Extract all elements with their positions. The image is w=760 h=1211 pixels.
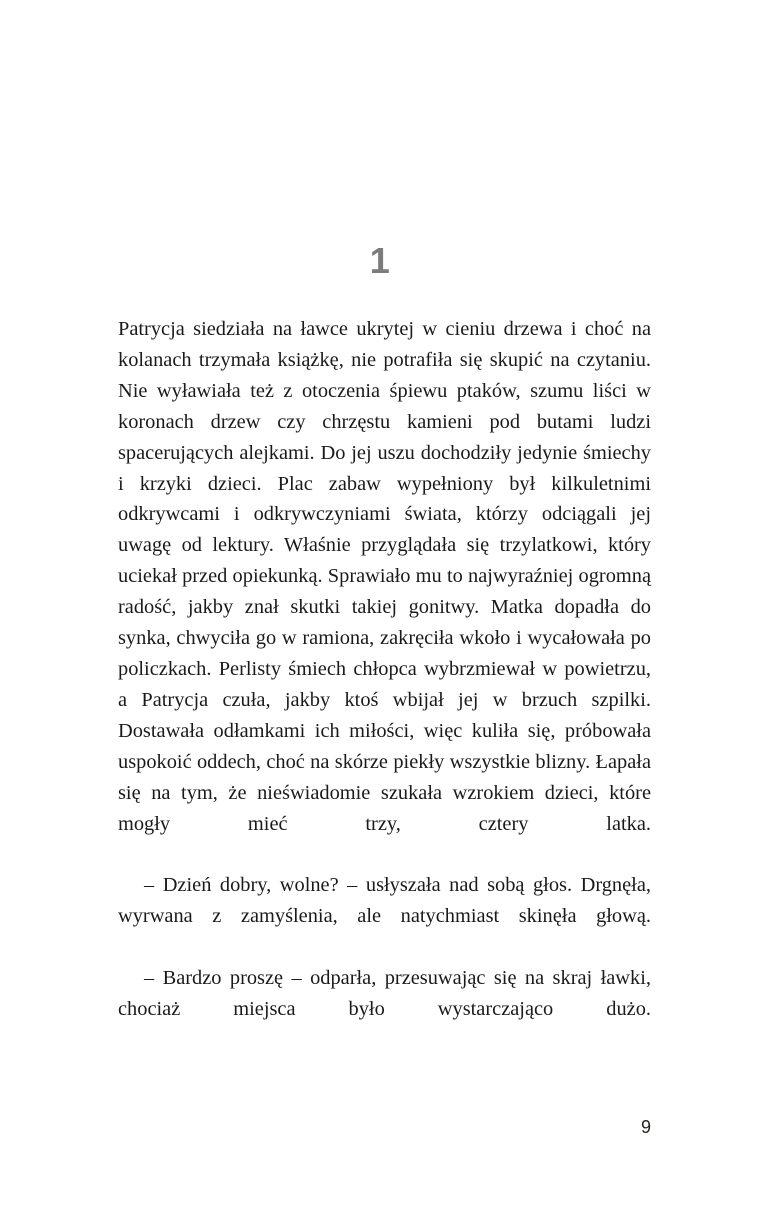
- page-number: 9: [640, 1117, 651, 1137]
- paragraph: – Dzień dobry, wolne? – usłyszała nad sobą głos. Drgnęła, wyrwana z zamyślenia, ale natychmiast skinęła głową.: [118, 874, 651, 928]
- paragraph: Patrycja siedziała na ławce ukrytej w cieniu drzewa i choć na kolanach trzymała książkę, nie potrafiła się skupić na czytaniu. Nie wyławiała też z otoczenia śpiewu ptaków, szumu liści w koronach drzew czy chrzęstu kamieni pod butami ludzi spacerujących alejkami. Do jej uszu dochodziły jedynie śmiechy i krzyki dzieci. Plac zabaw wypełniony był kilkuletnimi odkrywcami i odkrywczyniami świata, którzy odciągali jej uwagę od lektury. Właśnie przyglądała się trzylatkowi, który uciekał przed opiekunką. Sprawiało mu to najwyraźniej ogromną radość, jakby znał skutki takiej gonitwy. Matka dopadła do synka, chwyciła go w ramiona, zakręciła wkoło i wycałowała po policzkach. Perlisty śmiech chłopca wybrzmiewał w powietrzu, a Patrycja czuła, jakby ktoś wbijał jej w brzuch szpilki. Dostawała odłamkami ich miłości, więc kuliła się, próbowała uspokoić oddech, choć na skórze piekły wszystkie blizny. Łapała się na tym, że nieświadomie szukała wzrokiem dzieci, które mogły mieć trzy, cztery latka.: [118, 318, 651, 835]
- body-text-block: [118, 314, 651, 1056]
- chapter-number: 1: [369, 240, 391, 281]
- paragraph: – Bardzo proszę – odparła, przesuwając się na skraj ławki, chociaż miejsca było wystarczająco dużo.: [118, 967, 651, 1020]
